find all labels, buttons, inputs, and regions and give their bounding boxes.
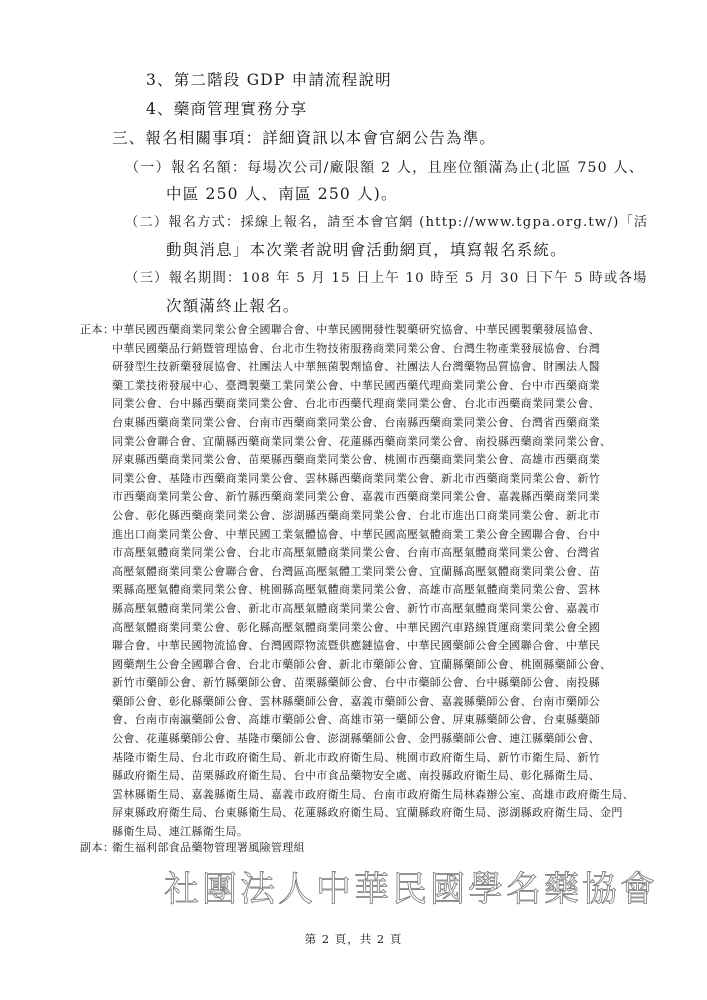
- recipient-line: 基隆市衛生局、台北市政府衛生局、新北市政府衛生局、桃園市政府衛生局、新竹市衛生局、新竹: [112, 750, 601, 764]
- recipient-line: 縣衛生局、連江縣衛生局。: [112, 825, 249, 838]
- recipient-line: 台東縣西藥商業同業公會、台南市西藥商業同業公會、台南縣西藥商業同業公會、台灣省西藥商業: [112, 416, 601, 429]
- registration-method-line1: （二）報名方式：採線上報名，請至本會官網 (http://www.tgpa.org.tw/)「活: [125, 215, 649, 230]
- recipient-line: 市高壓氣體商業同業公會、台北市高壓氣體商業同業公會、台南市高壓氣體商業同業公會、台灣省: [112, 546, 601, 560]
- recipient-line: 同業公會、基隆市西藥商業同業公會、雲林縣西藥商業同業公會、新北市西藥商業同業公會、新竹: [112, 471, 601, 485]
- registration-period-line1: （三）報名期間：108 年 5 月 15 日上午 10 時至 5 月 30 日下午 5 時或各場: [125, 271, 648, 286]
- recipient-line: 同業公會、台中縣西藥商業同業公會、台北市西藥代理商業同業公會、台北市西藥商業同業公會、: [112, 397, 601, 411]
- recipient-line: 同業公會聯合會、宜蘭縣西藥商業同業公會、花蓮縣西藥商業同業公會、南投縣西藥商業同業公會、: [112, 434, 612, 448]
- page-number-footer: 第 2 頁，共 2 頁: [304, 932, 403, 946]
- recipient-line: 藥工業技術發展中心、臺灣製藥工業同業公會、中華民國西藥代理商業同業公會、台中市西藥商業: [112, 378, 601, 392]
- recipient-line: 縣高壓氣體商業同業公會、新北市高壓氣體商業同業公會、新竹市高壓氣體商業同業公會、嘉義市: [112, 601, 601, 615]
- recipient-line: 藥師公會、彰化縣藥師公會、雲林縣藥師公會、嘉義市藥師公會、嘉義縣藥師公會、台南市藥師公: [112, 694, 601, 708]
- original-recipients-label: 正本：: [80, 323, 115, 336]
- recipient-line: 中華民國西藥商業同業公會全國聯合會、中華民國開發性製藥研究協會、中華民國製藥發展協會、: [112, 323, 601, 336]
- recipient-line: 屏東縣政府衛生局、台東縣衛生局、花蓮縣政府衛生局、宜蘭縣政府衛生局、澎湖縣政府衛生局、金門: [112, 806, 623, 820]
- recipient-line: 中華民國藥品行銷暨管理協會、台北市生物技術服務商業同業公會、台灣生物產業發展協會、台灣: [112, 341, 601, 355]
- registration-quota-line1: （一）報名名額：每場次公司/廠限額 2 人，且座位額滿為止(北區 750 人、: [125, 160, 645, 176]
- recipient-line: 公會、彰化縣西藥商業同業公會、澎湖縣西藥商業同業公會、台北市進出口商業同業公會、新北市: [112, 508, 601, 522]
- recipient-line: 縣政府衛生局、苗栗縣政府衛生局、台中市食品藥物安全處、南投縣政府衛生局、彰化縣衛生局、: [112, 769, 601, 783]
- recipient-line: 聯合會、中華民國物流協會、台灣國際物流暨供應鏈協會、中華民國藥師公會全國聯合會、中華民: [112, 639, 601, 653]
- association-seal-stamp: 社團法人中華民國學名藥協會: [164, 870, 659, 910]
- recipient-line: 公會、花蓮縣藥師公會、基隆市藥師公會、澎湖縣藥師公會、金門縣藥師公會、連江縣藥師公會、: [112, 732, 601, 745]
- recipient-line: 進出口商業同業公會、中華民國工業氣體協會、中華民國高壓氣體商業工業公會全國聯合會、台中: [112, 527, 601, 541]
- copy-recipients-label: 副本：: [80, 841, 115, 854]
- recipient-line: 會、台南市南瀛藥師公會、高雄市藥師公會、高雄市第一藥師公會、屏東縣藥師公會、台東縣藥師: [112, 713, 601, 727]
- recipient-line: 新竹市藥師公會、新竹縣藥師公會、苗栗縣藥師公會、台中市藥師公會、台中縣藥師公會、南投縣: [112, 676, 601, 690]
- registration-method-line2: 動與消息」本次業者說明會活動網頁，填寫報名系統。: [166, 241, 567, 259]
- copy-recipient-line: 衛生福利部食品藥物管理署風險管理組: [112, 841, 305, 854]
- recipient-line: 栗縣高壓氣體商業同業公會、桃園縣高壓氣體商業同業公會、高雄市高壓氣體商業同業公會、雲林: [112, 583, 601, 597]
- recipient-line: 國藥劑生公會全國聯合會、台北市藥師公會、新北市藥師公會、宜蘭縣藥師公會、桃園縣藥師公會、: [112, 657, 612, 671]
- agenda-item-3: 3、第二階段 GDP 申請流程說明: [146, 71, 392, 89]
- recipient-line: 研發型生技新藥發展協會、社團法人中華無菌製劑協會、社團法人台灣藥物品質協會、財團法人醫: [112, 360, 601, 374]
- recipient-line: 雲林縣衛生局、嘉義縣衛生局、嘉義市政府衛生局、台南市政府衛生局林森辦公室、高雄市政府衛生局、: [112, 787, 635, 801]
- registration-period-line2: 次額滿終止報名。: [166, 297, 300, 315]
- section-heading-registration: 三、報名相關事項：詳細資訊以本會官網公告為準。: [112, 129, 497, 147]
- recipient-line: 高壓氣體商業同業公會聯合會、台灣區高壓氣體工業同業公會、宜蘭縣高壓氣體商業同業公會、苗: [112, 564, 601, 578]
- registration-quota-line2: 中區 250 人、南區 250 人)。: [166, 185, 398, 203]
- recipient-line: 屏東縣西藥商業同業公會、苗栗縣西藥商業同業公會、桃園市西藥商業同業公會、高雄市西藥商業: [112, 453, 601, 467]
- recipient-line: 市西藥商業同業公會、新竹縣西藥商業同業公會、嘉義市西藥商業同業公會、嘉義縣西藥商業同業: [112, 490, 601, 504]
- agenda-item-4: 4、藥商管理實務分享: [146, 100, 308, 118]
- recipient-line: 高壓氣體商業同業公會、彰化縣高壓氣體商業同業公會、中華民國汽車路線貨運商業同業公會全國: [112, 620, 601, 634]
